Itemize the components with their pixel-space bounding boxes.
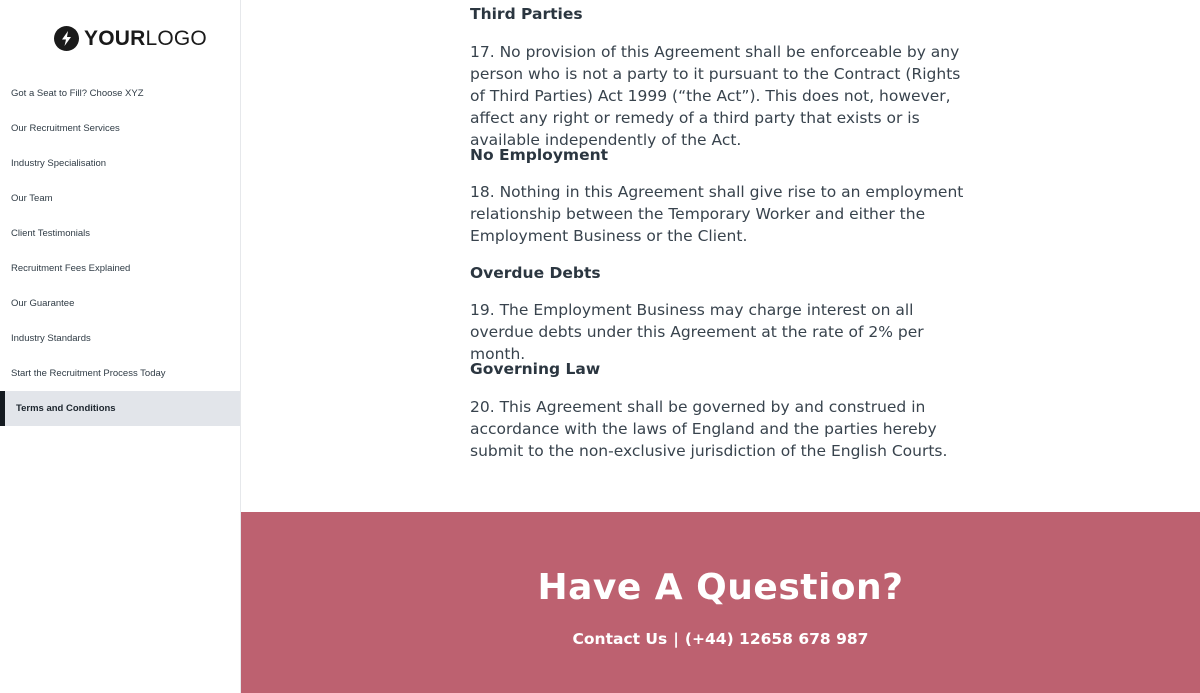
sidebar-item-start-process[interactable]: Start the Recruitment Process Today [11, 368, 166, 379]
sidebar-item-terms-and-conditions[interactable]: Terms and Conditions [0, 391, 240, 426]
sidebar-item-client-testimonials[interactable]: Client Testimonials [11, 228, 91, 239]
section-heading-governing-law: Governing Law [470, 360, 601, 378]
section-heading-third-parties: Third Parties [470, 5, 583, 23]
footer-title: Have A Question? [537, 567, 904, 608]
sidebar-item-industry-specialisation[interactable]: Industry Specialisation [11, 158, 107, 169]
logo-wordmark-light: LOGO [145, 26, 207, 50]
section-heading-no-employment: No Employment [470, 146, 609, 164]
logo-wordmark [84, 28, 207, 49]
sidebar-item-got-a-seat[interactable]: Got a Seat to Fill? Choose XYZ [11, 88, 144, 99]
section-text-overdue-debts: 19. The Employment Business may charge interest on all overdue debts under this Agreement at the rate of 2% per month. [470, 301, 924, 363]
sidebar [0, 0, 241, 693]
brand-logo[interactable] [54, 25, 207, 51]
section-text-governing-law: 20. This Agreement shall be governed by and construed in accordance with the laws of England and the parties hereby submit to the non-exclusive jurisdiction of the English Courts. [470, 398, 948, 460]
sidebar-item-industry-standards[interactable]: Industry Standards [11, 333, 91, 344]
lightning-bolt-icon [54, 26, 79, 51]
sidebar-nav [0, 76, 240, 426]
sidebar-item-our-team[interactable]: Our Team [11, 193, 53, 204]
contact-footer [241, 512, 1200, 693]
footer-contact [241, 630, 1200, 648]
contact-separator: | [673, 630, 679, 648]
sidebar-item-recruitment-services[interactable]: Our Recruitment Services [11, 123, 120, 134]
sidebar-item-our-guarantee[interactable]: Our Guarantee [11, 298, 75, 309]
phone-number-link[interactable]: (+44) 12658 678 987 [684, 630, 869, 648]
section-text-third-parties: 17. No provision of this Agreement shall be enforceable by any person who is not a party to it pursuant to the Contract (Rights of Third Parties) Act 1999 (“the Act”). This does not, however, affect any right or remedy of a third party that exists or is available independently of the Act. [470, 43, 961, 149]
logo-wordmark-bold: YOUR [84, 26, 146, 50]
sidebar-item-recruitment-fees[interactable]: Recruitment Fees Explained [11, 263, 131, 274]
contact-us-link[interactable]: Contact Us [572, 630, 668, 648]
section-text-no-employment: 18. Nothing in this Agreement shall give rise to an employment relationship between the Temporary Worker and either the Employment Business or the Client. [470, 183, 964, 245]
section-heading-overdue-debts: Overdue Debts [470, 264, 601, 282]
